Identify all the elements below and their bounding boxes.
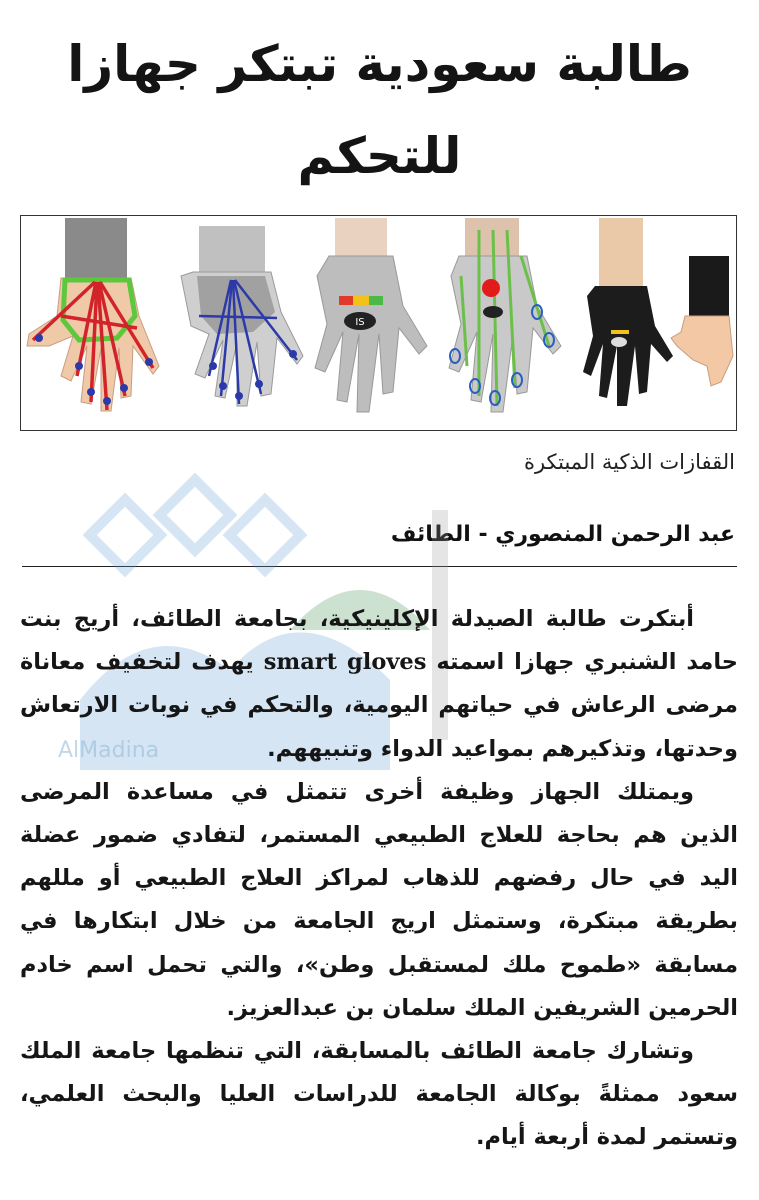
- article-body: [20, 598, 738, 1160]
- watermark-text: AlMadina: [58, 738, 160, 763]
- hand-red-wiring: [27, 218, 159, 411]
- hand-grey-glove-gauge: [315, 218, 427, 412]
- hand-black-glove-pair: [583, 218, 733, 406]
- gloves-illustration: [21, 216, 735, 429]
- paragraph-1-text-a: أبتكرت طالبة الصيدلة الإكلينيكية، بجامعة الطائف، أريج بنت حامد الشنبري جهازا اسمته: [20, 606, 739, 676]
- paragraph-1-text-b: يهدف لتخفيف معاناة مرضى الرعاش في حياتهم اليومية، والتحكم في نوبات الارتعاش وحدتها، وتذكيرهم بمواعيد الدواء وتنبيههم.: [20, 649, 738, 762]
- article-paragraph-2: ويمتلك الجهاز وظيفة أخرى تتمثل في مساعدة المرضى الذين هم بحاجة للعلاج الطبيعي المستمر، لتفادي ضمور عضلة اليد في حال رفضهم للذهاب لمراكز العلاج الطبيعي أو مللهم بطريقة مبتكرة، وستمثل اريج الجامعة من خلال ابتكارها في مسابقة «طموح ملك لمستقبل وطن»، والتي تحمل اسم خادم الحرمين الشريفين الملك سلمان بن عبدالعزيز.: [20, 778, 738, 1021]
- gloves-photo: [20, 215, 737, 431]
- paragraph-1-product-name: smart gloves: [263, 649, 427, 676]
- headline-line-1: طالبة سعودية تبتكر جهازا للتحكم: [67, 35, 692, 185]
- article-paragraph-3: وتشارك جامعة الطائف بالمسابقة، التي تنظمها جامعة الملك سعود ممثلةً بوكالة الجامعة للدراسات العليا والبحث العلمي، وتستمر لمدة أربعة أيام.: [20, 1038, 738, 1151]
- article-paragraph-1: [20, 598, 738, 771]
- byline: عبد الرحمن المنصوري - الطائف: [390, 522, 735, 547]
- photo-caption: القفازات الذكية المبتكرة: [523, 450, 735, 474]
- hand-blue-sensors: [181, 226, 303, 406]
- byline-divider: [22, 566, 737, 567]
- hand-green-circuits: [449, 218, 561, 412]
- gauge-label-grey: IS: [355, 317, 365, 328]
